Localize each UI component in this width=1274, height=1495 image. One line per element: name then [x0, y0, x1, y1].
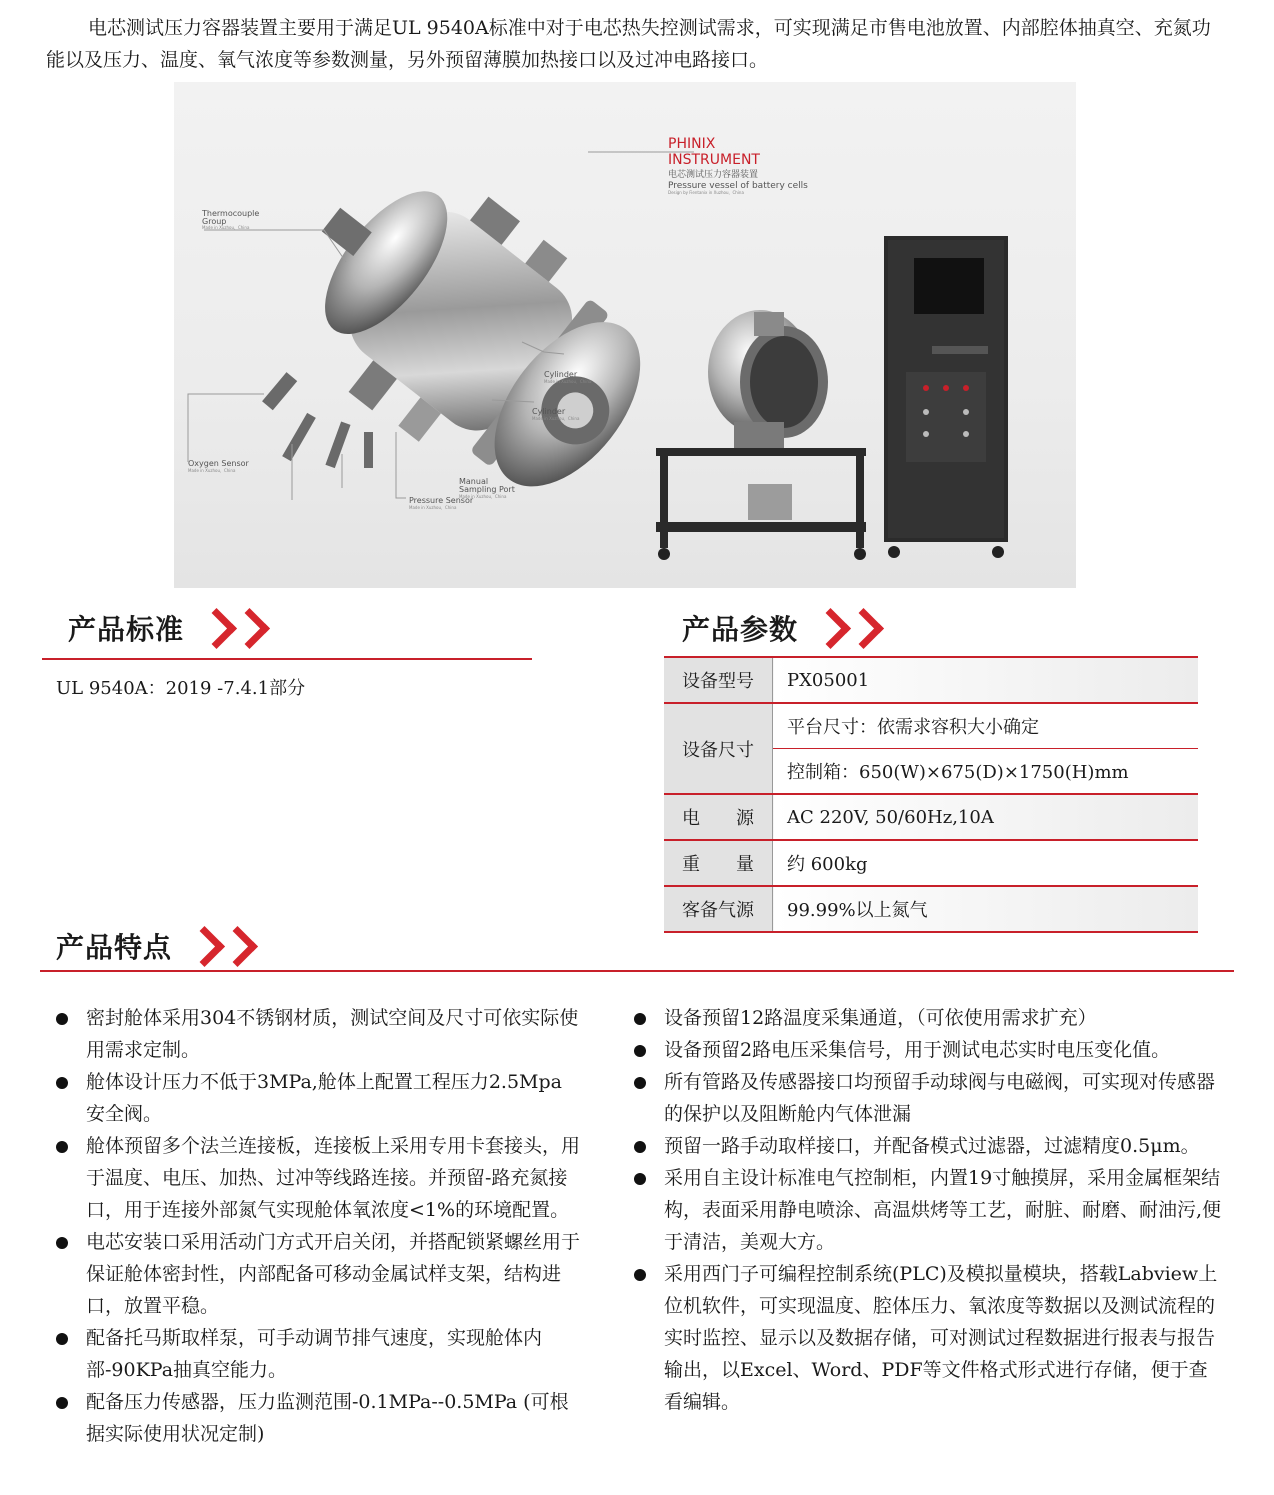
intro-paragraph: 电芯测试压力容器装置主要用于满足UL 9540A标准中对于电芯热失控测试需求，可实现满足市售电池放置、内部腔体抽真空、充氮功能以及压力、温度、氧气浓度等参数测量，另外预留薄膜加热接口以及过冲电路接口。: [46, 17, 1211, 71]
label-made-in: Made in Xuzhou，China: [459, 494, 507, 499]
list-item: 舱体设计压力不低于3MPa,舱体上配置工程压力2.5Mpa安全阀。: [56, 1066, 580, 1130]
list-item: 所有管路及传感器接口均预留手动球阀与电磁阀，可实现对传感器的保护以及阻断舱内气体泄漏: [634, 1066, 1224, 1130]
list-item: 电芯安装口采用活动门方式开启关闭，并搭配锁紧螺丝用于保证舱体密封性，内部配备可移动金属试样支架，结构进口，放置平稳。: [56, 1226, 580, 1322]
label-oxygen: Oxygen Sensor: [188, 459, 249, 468]
list-item: 预留一路手动取样接口，并配备模式过滤器，过滤精度0.5μm。: [634, 1130, 1224, 1162]
params-title: 产品参数: [682, 613, 799, 646]
label-manual-2: Sampling Port: [459, 485, 515, 494]
table-row: [664, 794, 1198, 840]
features-rule: [40, 970, 1234, 972]
table-row: [664, 657, 1198, 703]
label-made-in: Made in Xuzhou，China: [188, 468, 236, 473]
list-item: 采用自主设计标准电气控制柜，内置19寸触摸屏，采用金属框架结构，表面采用静电喷涂、高温烘烤等工艺，耐脏、耐磨、耐油污,便于清洁，美观大方。: [634, 1162, 1224, 1258]
table-row: [664, 886, 1198, 932]
brand-cn: 电芯测试压力容器装置: [668, 170, 759, 180]
params-table: [664, 656, 1198, 933]
table-row: [664, 703, 1198, 749]
chevron-icon: [202, 614, 268, 643]
vessel-large: [254, 129, 682, 537]
features-title: 产品特点: [56, 931, 173, 964]
product-illustration: [174, 82, 1076, 588]
label-thermocouple-1: Thermocouple: [202, 209, 260, 218]
standard-text: UL 9540A：2019 -7.4.1部分: [56, 678, 306, 699]
brand-line-1: PHINIX: [668, 136, 716, 152]
param-key: 设备型号: [664, 657, 773, 703]
list-item: 配备托马斯取样泵，可手动调节排气速度，实现舱体内部-90KPa抽真空能力。: [56, 1322, 580, 1386]
brand-line-2: INSTRUMENT: [668, 152, 760, 168]
label-cylinder-b: Cylinder: [532, 407, 566, 416]
standard-rule: [42, 658, 532, 660]
features-left-column: [56, 1002, 580, 1450]
chevron-icon: [816, 614, 882, 643]
label-made-in: Made in Xuzhou，China: [544, 379, 592, 384]
vessel-small: [656, 310, 866, 560]
param-key: 电 源: [664, 794, 773, 840]
control-cabinet: [884, 236, 1008, 558]
brand-design: Design by Fientanix in Xuzhou，China: [668, 190, 744, 195]
label-made-in: Made in Xuzhou，China: [409, 505, 457, 510]
brand-en: Pressure vessel of battery cells: [668, 181, 808, 191]
list-item: 配备压力传感器，压力监测范围-0.1MPa--0.5MPa (可根据实际使用状况定制): [56, 1386, 580, 1450]
label-thermocouple-2: Group: [202, 217, 227, 226]
list-item: 采用西门子可编程控制系统(PLC)及模拟量模块，搭载Labview上位机软件，可实现温度、腔体压力、氧浓度等数据以及测试流程的实时监控、显示以及数据存储，可对测试过程数据进行报表与报告输出，以Excel、Word、PDF等文件格式形式进行存储，便于查看编辑。: [634, 1258, 1224, 1418]
param-value: 99.99%以上氮气: [773, 886, 1199, 932]
list-item: 设备预留2路电压采集信号，用于测试电芯实时电压变化值。: [634, 1034, 1224, 1066]
param-value: 控制箱：650(W)×675(D)×1750(H)mm: [773, 749, 1199, 795]
label-pressure: Pressure Sensor: [409, 496, 474, 505]
label-cylinder-a: Cylinder: [544, 370, 578, 379]
list-item: 密封舱体采用304不锈钢材质，测试空间及尺寸可依实际使用需求定制。: [56, 1002, 580, 1066]
label-made-in: Made in Xuzhou，China: [202, 225, 250, 230]
param-key: 重 量: [664, 840, 773, 886]
standard-title: 产品标准: [68, 613, 185, 646]
label-manual-1: Manual: [459, 477, 489, 486]
chevron-icon: [190, 932, 256, 961]
param-value: 约 600kg: [773, 840, 1199, 886]
table-row: [664, 840, 1198, 886]
params-heading: [682, 608, 882, 648]
list-item: 设备预留12路温度采集通道，（可依使用需求扩充）: [634, 1002, 1224, 1034]
label-made-in: Made in Xuzhou，China: [532, 416, 580, 421]
product-figure: [174, 82, 1076, 588]
param-value: PX05001: [773, 657, 1199, 703]
param-value: AC 220V, 50/60Hz,10A: [773, 794, 1199, 840]
list-item: 舱体预留多个法兰连接板，连接板上采用专用卡套接头，用于温度、电压、加热、过冲等线路连接。并预留-路充氮接口，用于连接外部氮气实现舱体氧浓度<1%的环境配置。: [56, 1130, 580, 1226]
param-key: 设备尺寸: [664, 703, 773, 794]
features-right-column: [634, 1002, 1224, 1418]
param-value: 平台尺寸：依需求容积大小确定: [773, 703, 1199, 749]
standard-heading: [68, 608, 268, 648]
param-key: 客备气源: [664, 886, 773, 932]
features-heading: [56, 926, 256, 966]
